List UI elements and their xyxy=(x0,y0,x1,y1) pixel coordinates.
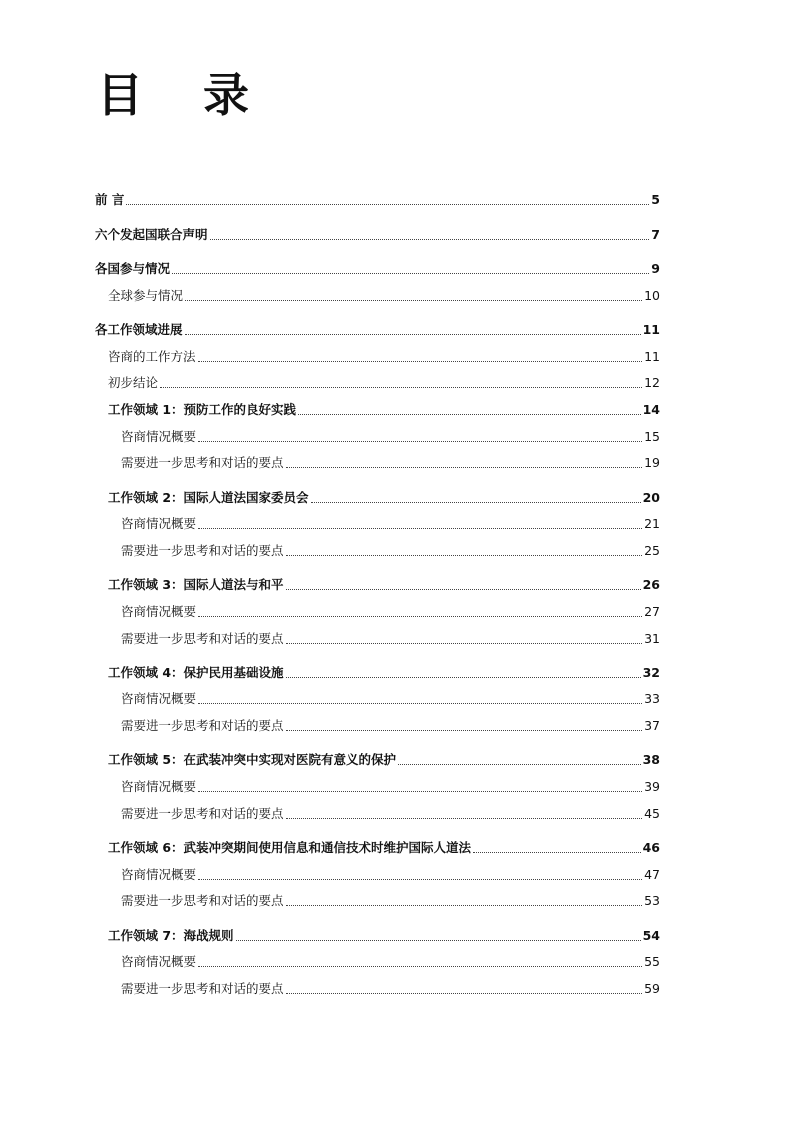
dot-leader xyxy=(298,414,641,415)
toc-entry-page: 59 xyxy=(644,981,660,996)
toc-entry-page: 25 xyxy=(644,543,660,558)
toc-entry-label: 全球参与情况 xyxy=(108,288,184,303)
page-title: 目 录 xyxy=(97,68,272,122)
toc-entry-page: 37 xyxy=(644,718,660,733)
toc-entry-page: 15 xyxy=(644,429,660,444)
dot-leader xyxy=(286,818,643,819)
dot-leader xyxy=(198,703,642,704)
dot-leader xyxy=(236,940,641,941)
dot-leader xyxy=(198,616,642,617)
dot-leader xyxy=(198,441,642,442)
toc-entry[interactable] xyxy=(121,980,660,998)
toc-entry-label: 需要进一步思考和对话的要点 xyxy=(121,631,284,646)
toc-entry-page: 19 xyxy=(644,455,660,470)
toc-entry[interactable] xyxy=(121,866,660,884)
dot-leader xyxy=(198,791,642,792)
toc-entry[interactable] xyxy=(108,751,660,769)
toc-entry-label: 工作领域 7：海战规则 xyxy=(108,928,234,943)
toc-entry-label: 咨商情况概要 xyxy=(121,429,197,444)
toc-entry-label: 工作领域 6：武装冲突期间使用信息和通信技术时维护国际人道法 xyxy=(108,840,472,855)
toc-entry-page: 46 xyxy=(642,840,660,855)
toc-entry-page: 54 xyxy=(642,928,660,943)
toc-entry-label: 咨商情况概要 xyxy=(121,604,197,619)
dot-leader xyxy=(198,361,643,362)
toc-entry-label: 工作领域 1：预防工作的良好实践 xyxy=(108,402,297,417)
toc-entry[interactable] xyxy=(108,927,660,945)
toc-entry[interactable] xyxy=(108,664,660,682)
toc-entry[interactable] xyxy=(108,374,660,392)
toc-entry-label: 初步结论 xyxy=(108,375,159,390)
toc-entry[interactable] xyxy=(108,401,660,419)
dot-leader xyxy=(210,239,650,240)
toc-entry-label: 六个发起国联合声明 xyxy=(95,227,208,242)
dot-leader xyxy=(198,966,642,967)
toc-entry-page: 53 xyxy=(644,893,660,908)
toc-entry-label: 前 言 xyxy=(95,192,125,207)
toc-entry-label: 工作领域 2：国际人道法国家委员会 xyxy=(108,490,309,505)
toc-entry[interactable] xyxy=(108,839,660,857)
toc-entry-label: 需要进一步思考和对话的要点 xyxy=(121,543,284,558)
toc-entry[interactable] xyxy=(121,454,660,472)
toc-entry-label: 需要进一步思考和对话的要点 xyxy=(121,718,284,733)
toc-entry-label: 咨商情况概要 xyxy=(121,867,197,882)
dot-leader xyxy=(286,589,641,590)
dot-leader xyxy=(198,528,642,529)
toc-entry[interactable] xyxy=(121,778,660,796)
toc-entry-label: 需要进一步思考和对话的要点 xyxy=(121,455,284,470)
toc-entry-label: 各工作领域进展 xyxy=(95,322,183,337)
toc-entry[interactable] xyxy=(108,576,660,594)
toc-entry-page: 14 xyxy=(642,402,660,417)
toc-entry[interactable] xyxy=(108,348,660,366)
toc-entry[interactable] xyxy=(121,515,660,533)
toc-entry-page: 20 xyxy=(642,490,660,505)
toc-entry-page: 55 xyxy=(644,954,660,969)
toc-entry-label: 工作领域 3：国际人道法与和平 xyxy=(108,577,284,592)
toc-entry[interactable] xyxy=(121,717,660,735)
toc-entry-page: 27 xyxy=(644,604,660,619)
dot-leader xyxy=(311,502,641,503)
toc-entry[interactable] xyxy=(121,428,660,446)
toc-entry[interactable] xyxy=(121,630,660,648)
toc-entry[interactable] xyxy=(108,489,660,507)
toc-entry-page: 31 xyxy=(644,631,660,646)
toc-entry[interactable] xyxy=(95,260,660,278)
toc-entry[interactable] xyxy=(95,226,660,244)
toc-entry-label: 需要进一步思考和对话的要点 xyxy=(121,981,284,996)
toc-entry-page: 33 xyxy=(644,691,660,706)
toc-entry[interactable] xyxy=(121,953,660,971)
dot-leader xyxy=(185,300,642,301)
toc-entry-page: 47 xyxy=(644,867,660,882)
toc-entry[interactable] xyxy=(121,805,660,823)
dot-leader xyxy=(286,467,643,468)
toc-entry-page: 38 xyxy=(642,752,660,767)
toc-entry[interactable] xyxy=(121,542,660,560)
toc-entry[interactable] xyxy=(121,603,660,621)
toc-entry-label: 咨商情况概要 xyxy=(121,691,197,706)
toc-entry-label: 各国参与情况 xyxy=(95,261,171,276)
toc-entry-label: 工作领域 4：保护民用基础设施 xyxy=(108,665,284,680)
toc-entry-page: 9 xyxy=(651,261,660,276)
toc-entry-page: 7 xyxy=(651,227,660,242)
toc-entry-page: 26 xyxy=(642,577,660,592)
dot-leader xyxy=(398,764,641,765)
dot-leader xyxy=(286,555,643,556)
toc-entry[interactable] xyxy=(108,287,660,305)
toc-entry[interactable] xyxy=(95,321,660,339)
toc-entry-page: 12 xyxy=(644,375,660,390)
toc-entry-page: 32 xyxy=(642,665,660,680)
toc-entry-label: 咨商情况概要 xyxy=(121,954,197,969)
toc-entry-page: 5 xyxy=(651,192,660,207)
toc-entry-page: 21 xyxy=(644,516,660,531)
toc-entry-page: 11 xyxy=(644,349,660,364)
toc-entry[interactable] xyxy=(95,191,660,209)
toc-entry-label: 工作领域 5：在武装冲突中实现对医院有意义的保护 xyxy=(108,752,397,767)
toc-entry-label: 咨商的工作方法 xyxy=(108,349,196,364)
dot-leader xyxy=(286,643,643,644)
dot-leader xyxy=(126,204,649,205)
toc-entry-label: 咨商情况概要 xyxy=(121,516,197,531)
toc-entry-label: 需要进一步思考和对话的要点 xyxy=(121,806,284,821)
toc-entry-page: 39 xyxy=(644,779,660,794)
toc-entry-page: 45 xyxy=(644,806,660,821)
dot-leader xyxy=(286,730,643,731)
dot-leader xyxy=(185,334,641,335)
dot-leader xyxy=(286,677,641,678)
toc-entry-page: 10 xyxy=(644,288,660,303)
dot-leader xyxy=(286,905,643,906)
dot-leader xyxy=(286,993,643,994)
dot-leader xyxy=(160,387,642,388)
toc-entry-label: 咨商情况概要 xyxy=(121,779,197,794)
toc-entry[interactable] xyxy=(121,892,660,910)
toc-entry-page: 11 xyxy=(642,322,660,337)
dot-leader xyxy=(198,879,642,880)
toc-entry[interactable] xyxy=(121,690,660,708)
dot-leader xyxy=(473,852,641,853)
dot-leader xyxy=(172,273,649,274)
toc-entry-label: 需要进一步思考和对话的要点 xyxy=(121,893,284,908)
